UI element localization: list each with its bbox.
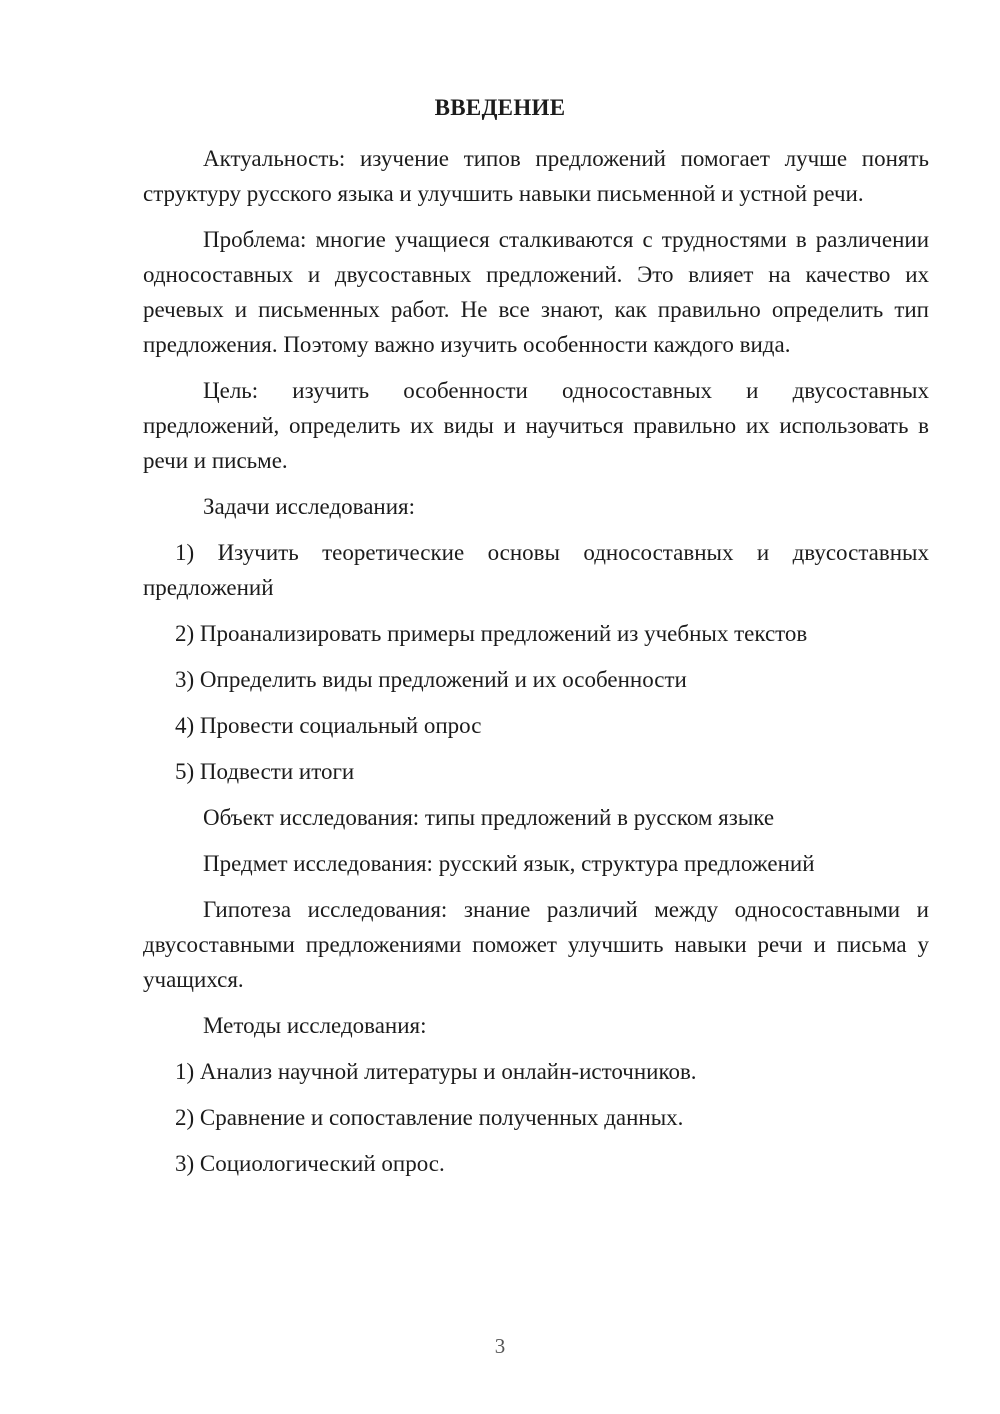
- list-item: 1) Изучить теоретические основы односоставных и двусоставных предложений: [143, 540, 929, 600]
- list-item: 1) Анализ научной литературы и онлайн-источников.: [175, 1059, 697, 1084]
- tasks-heading: Задачи исследования:: [203, 494, 416, 519]
- list-item: 3) Определить виды предложений и их особенности: [175, 667, 687, 692]
- object-paragraph: Объект исследования: типы предложений в русском языке: [203, 805, 775, 830]
- methods-heading: Методы исследования:: [203, 1013, 427, 1038]
- methods-list: [143, 1054, 929, 1181]
- goal-paragraph: Цель: изучить особенности односоставных и двусоставных предложений, определить их виды и научиться правильно их использовать в речи и письме.: [143, 378, 929, 473]
- list-item: 2) Проанализировать примеры предложений из учебных текстов: [175, 621, 808, 646]
- page-number: 3: [494, 1334, 506, 1358]
- hypothesis-paragraph: Гипотеза исследования: знание различий между односоставными и двусоставными предложениями поможет улучшить навыки речи и письма у учащихся.: [143, 897, 929, 992]
- subject-paragraph: Предмет исследования: русский язык, структура предложений: [203, 851, 815, 876]
- list-item: 5) Подвести итоги: [175, 759, 355, 784]
- section-title: ВВЕДЕНИЕ: [434, 95, 566, 120]
- list-item: 4) Провести социальный опрос: [175, 713, 482, 738]
- document-body: [143, 141, 929, 1192]
- list-item: 2) Сравнение и сопоставление полученных данных.: [175, 1105, 684, 1130]
- tasks-list: [143, 535, 929, 789]
- relevance-paragraph: Актуальность: изучение типов предложений помогает лучше понять структуру русского языка и улучшить навыки письменной и устной речи.: [143, 146, 929, 206]
- problem-paragraph: Проблема: многие учащиеся сталкиваются с трудностями в различении односоставных и двусоставных предложений. Это влияет на качество их речевых и письменных работ. Не все знают, как правильно определить тип предложения. Поэтому важно изучить особенности каждого вида.: [143, 227, 929, 357]
- list-item: 3) Социологический опрос.: [175, 1151, 445, 1176]
